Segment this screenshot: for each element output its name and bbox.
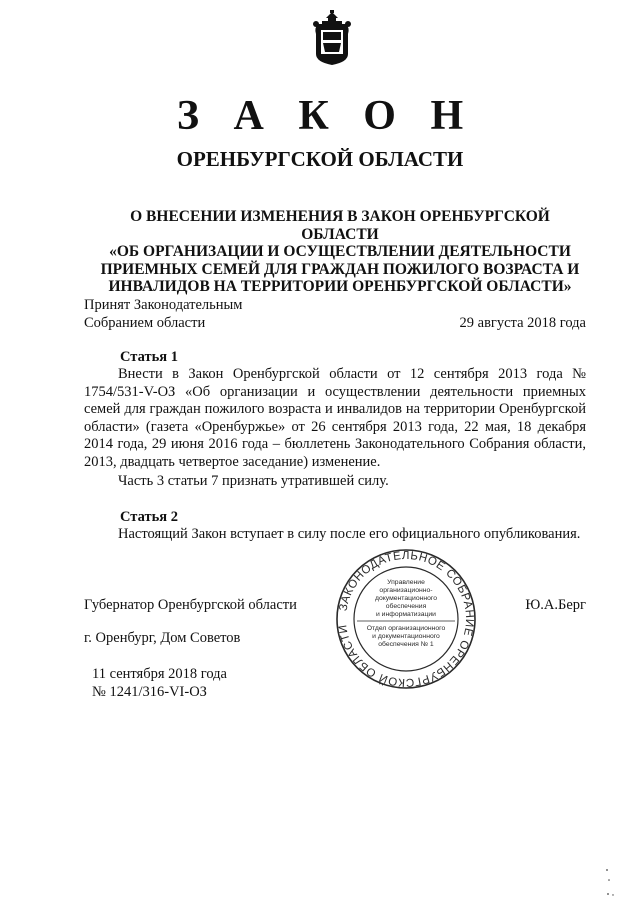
signing-date: 11 сентября 2018 года xyxy=(92,666,227,682)
subject-line: О ВНЕСЕНИИ ИЗМЕНЕНИЯ В ЗАКОН ОРЕНБУРГСКОЙ ОБЛАСТИ xyxy=(130,208,550,243)
svg-text:ЗАКОНОДАТЕЛЬНОЕ СОБРАНИЕ ОРЕНБ: ЗАКОНОДАТЕЛЬНОЕ СОБРАНИЕ ОРЕНБУРГСКОЙ ОБЛАСТИ xyxy=(337,549,476,689)
signatory-name: Ю.А.Берг xyxy=(525,597,586,613)
article-1-text-2: Часть 3 статьи 7 признать утратившей силу. xyxy=(118,473,389,489)
signing-place: г. Оренбург, Дом Советов xyxy=(84,630,241,646)
svg-text:обеспечения: обеспечения xyxy=(385,603,427,610)
subject-line: ИНВАЛИДОВ НА ТЕРРИТОРИИ ОРЕНБУРГСКОЙ ОБЛАСТИ» xyxy=(108,278,572,295)
scan-marks xyxy=(603,868,619,898)
svg-text:Управление: Управление xyxy=(387,579,425,586)
svg-text:и информатизации: и информатизации xyxy=(376,611,436,618)
signatory-position: Губернатор Оренбургской области xyxy=(84,597,297,613)
svg-text:обеспечения № 1: обеспечения № 1 xyxy=(378,641,434,648)
subject-line: «ОБ ОРГАНИЗАЦИИ И ОСУЩЕСТВЛЕНИИ ДЕЯТЕЛЬНОСТИ xyxy=(109,243,571,260)
article-1-heading: Статья 1 xyxy=(120,349,178,365)
svg-text:и документационного: и документационного xyxy=(372,633,440,640)
svg-text:документационного: документационного xyxy=(374,595,438,602)
article-1-text: Внести в Закон Оренбургской области от 12 сентября 2013 года № 1754/531-V-ОЗ «Об организации и осуществлении деятельности приемных семей для граждан пожилого возраста и инвалидов на территории Оренбургской области» (газета «Оренбуржье» от 26 сентября 2013 года, 22 мая, 18 декабря 2014 года, 29 июня 2016 года – бюллетень Законодательного Собрания области, 2013, двадцать четвертое заседание) изменение. xyxy=(84,366,586,470)
svg-text:Отдел организационного: Отдел организационного xyxy=(366,625,446,632)
official-stamp xyxy=(335,548,477,690)
coat-of-arms-icon xyxy=(312,10,352,66)
subject-line: ПРИЕМНЫХ СЕМЕЙ ДЛЯ ГРАЖДАН ПОЖИЛОГО ВОЗРАСТА И xyxy=(100,260,580,278)
adoption-line-2: Собранием области xyxy=(84,315,206,331)
document-title: З А К О Н xyxy=(176,93,476,139)
document-subject xyxy=(100,208,580,296)
article-2-text: Настоящий Закон вступает в силу после его официального опубликования. xyxy=(118,526,581,542)
svg-text:организационно-: организационно- xyxy=(379,587,433,594)
document-region: ОРЕНБУРГСКОЙ ОБЛАСТИ xyxy=(176,147,464,171)
adoption-date: 29 августа 2018 года xyxy=(459,315,586,331)
adoption-line-1: Принят Законодательным xyxy=(84,297,243,313)
article-2-heading: Статья 2 xyxy=(120,509,178,525)
law-number: № 1241/316-VI-ОЗ xyxy=(92,684,207,700)
